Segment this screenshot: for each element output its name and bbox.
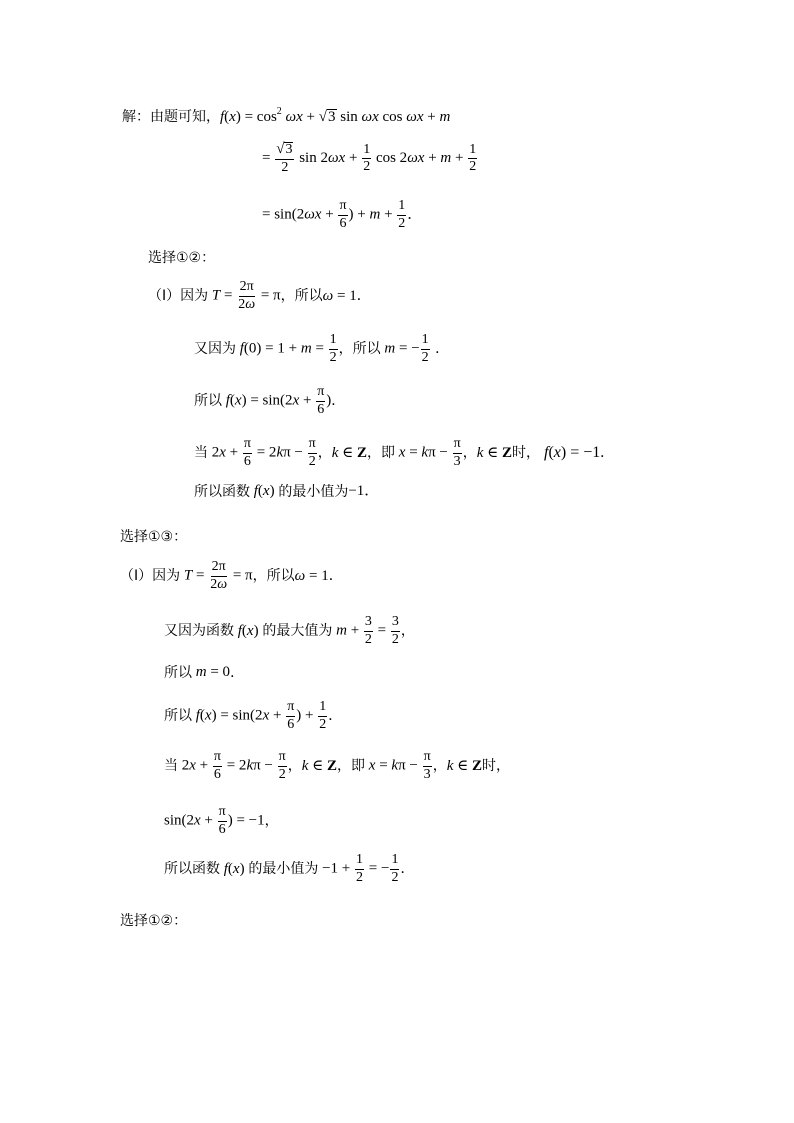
solution-line-3 (262, 199, 422, 231)
s1-period-line: （Ⅰ） 因为 T = $\frac{2\pi}{2\omega}$ = π ， 所以 ω = 1 ． (148, 279, 371, 312)
section2-title: 选择①③： (120, 529, 188, 545)
s2-period-line: （Ⅰ） 因为 T = $\frac{2\pi}{2\omega}$ = π ， 所以 ω = 1 ． (120, 559, 343, 592)
s2-when-line: 当 2x + $\frac{\pi}{6}$ = 2kπ − $\frac{\pi}{2}$ ， k ∈ Z ， 即 x = kπ − $\frac{\pi}{3}$ ， k ∈ Z 时， (164, 749, 511, 782)
solution-intro: 解：由题可知， (122, 109, 220, 125)
s2-min-line: 所以函数 f(x) 的最小值为 −1 + $\frac{1}{2}$ = − $\frac{1}{2}$ ． (164, 852, 415, 885)
section3-title: 选择①②： (120, 913, 188, 929)
s1-f0-line: 又因为 f(0) = 1 + m = $\frac{1}{2}$ ， 所以 m = − $\frac{1}{2}$ ． (194, 332, 450, 365)
section1-title: 选择①②： (148, 250, 216, 266)
s1-min-line: 所以函数 f(x) 的最小值为 −1． (194, 483, 380, 500)
s2-sin-line: sin(2x + $\frac{\pi}{6}$ ) = −1 ， (164, 804, 279, 837)
s2-fx-line: 所以 f(x) = sin(2x + $\frac{\pi}{6}$ ) + $\frac{1}{2}$ ． (164, 699, 343, 732)
eq3: = sin(2ωx + $\frac{\pi}{6}$ ) + m + $\frac{1}{2}$ ． (262, 198, 423, 231)
solution-line-1 (122, 106, 451, 125)
s1-when-line: 当 2x + $\frac{\pi}{6}$ = 2kπ − $\frac{\pi}{2}$ ， k ∈ Z ， 即 x = kπ − $\frac{\pi}{3}$ ， k ∈ Z 时， f(x) = −1. (194, 436, 605, 469)
s2-m0-line: 所以 m = 0 ． (164, 664, 245, 681)
eq1: $f(x) = \cos^2 \omega x$ + √ 3 sin ωx cos ωx + m (220, 106, 451, 125)
s1-fx-line: 所以 f(x) = sin(2x + $\frac{\pi}{6}$ ) ． (194, 384, 346, 417)
eq2: = √ 3 2 sin 2ωx + $\frac{1}{2}$ cos 2ωx + m + $\frac{1}{2}$ (262, 141, 477, 175)
s2-max-line: 又因为函数 f(x) 的最大值为 m + $\frac{3}{2}$ = $\frac{3}{2}$ ， (164, 614, 415, 647)
solution-line-2 (262, 142, 478, 175)
